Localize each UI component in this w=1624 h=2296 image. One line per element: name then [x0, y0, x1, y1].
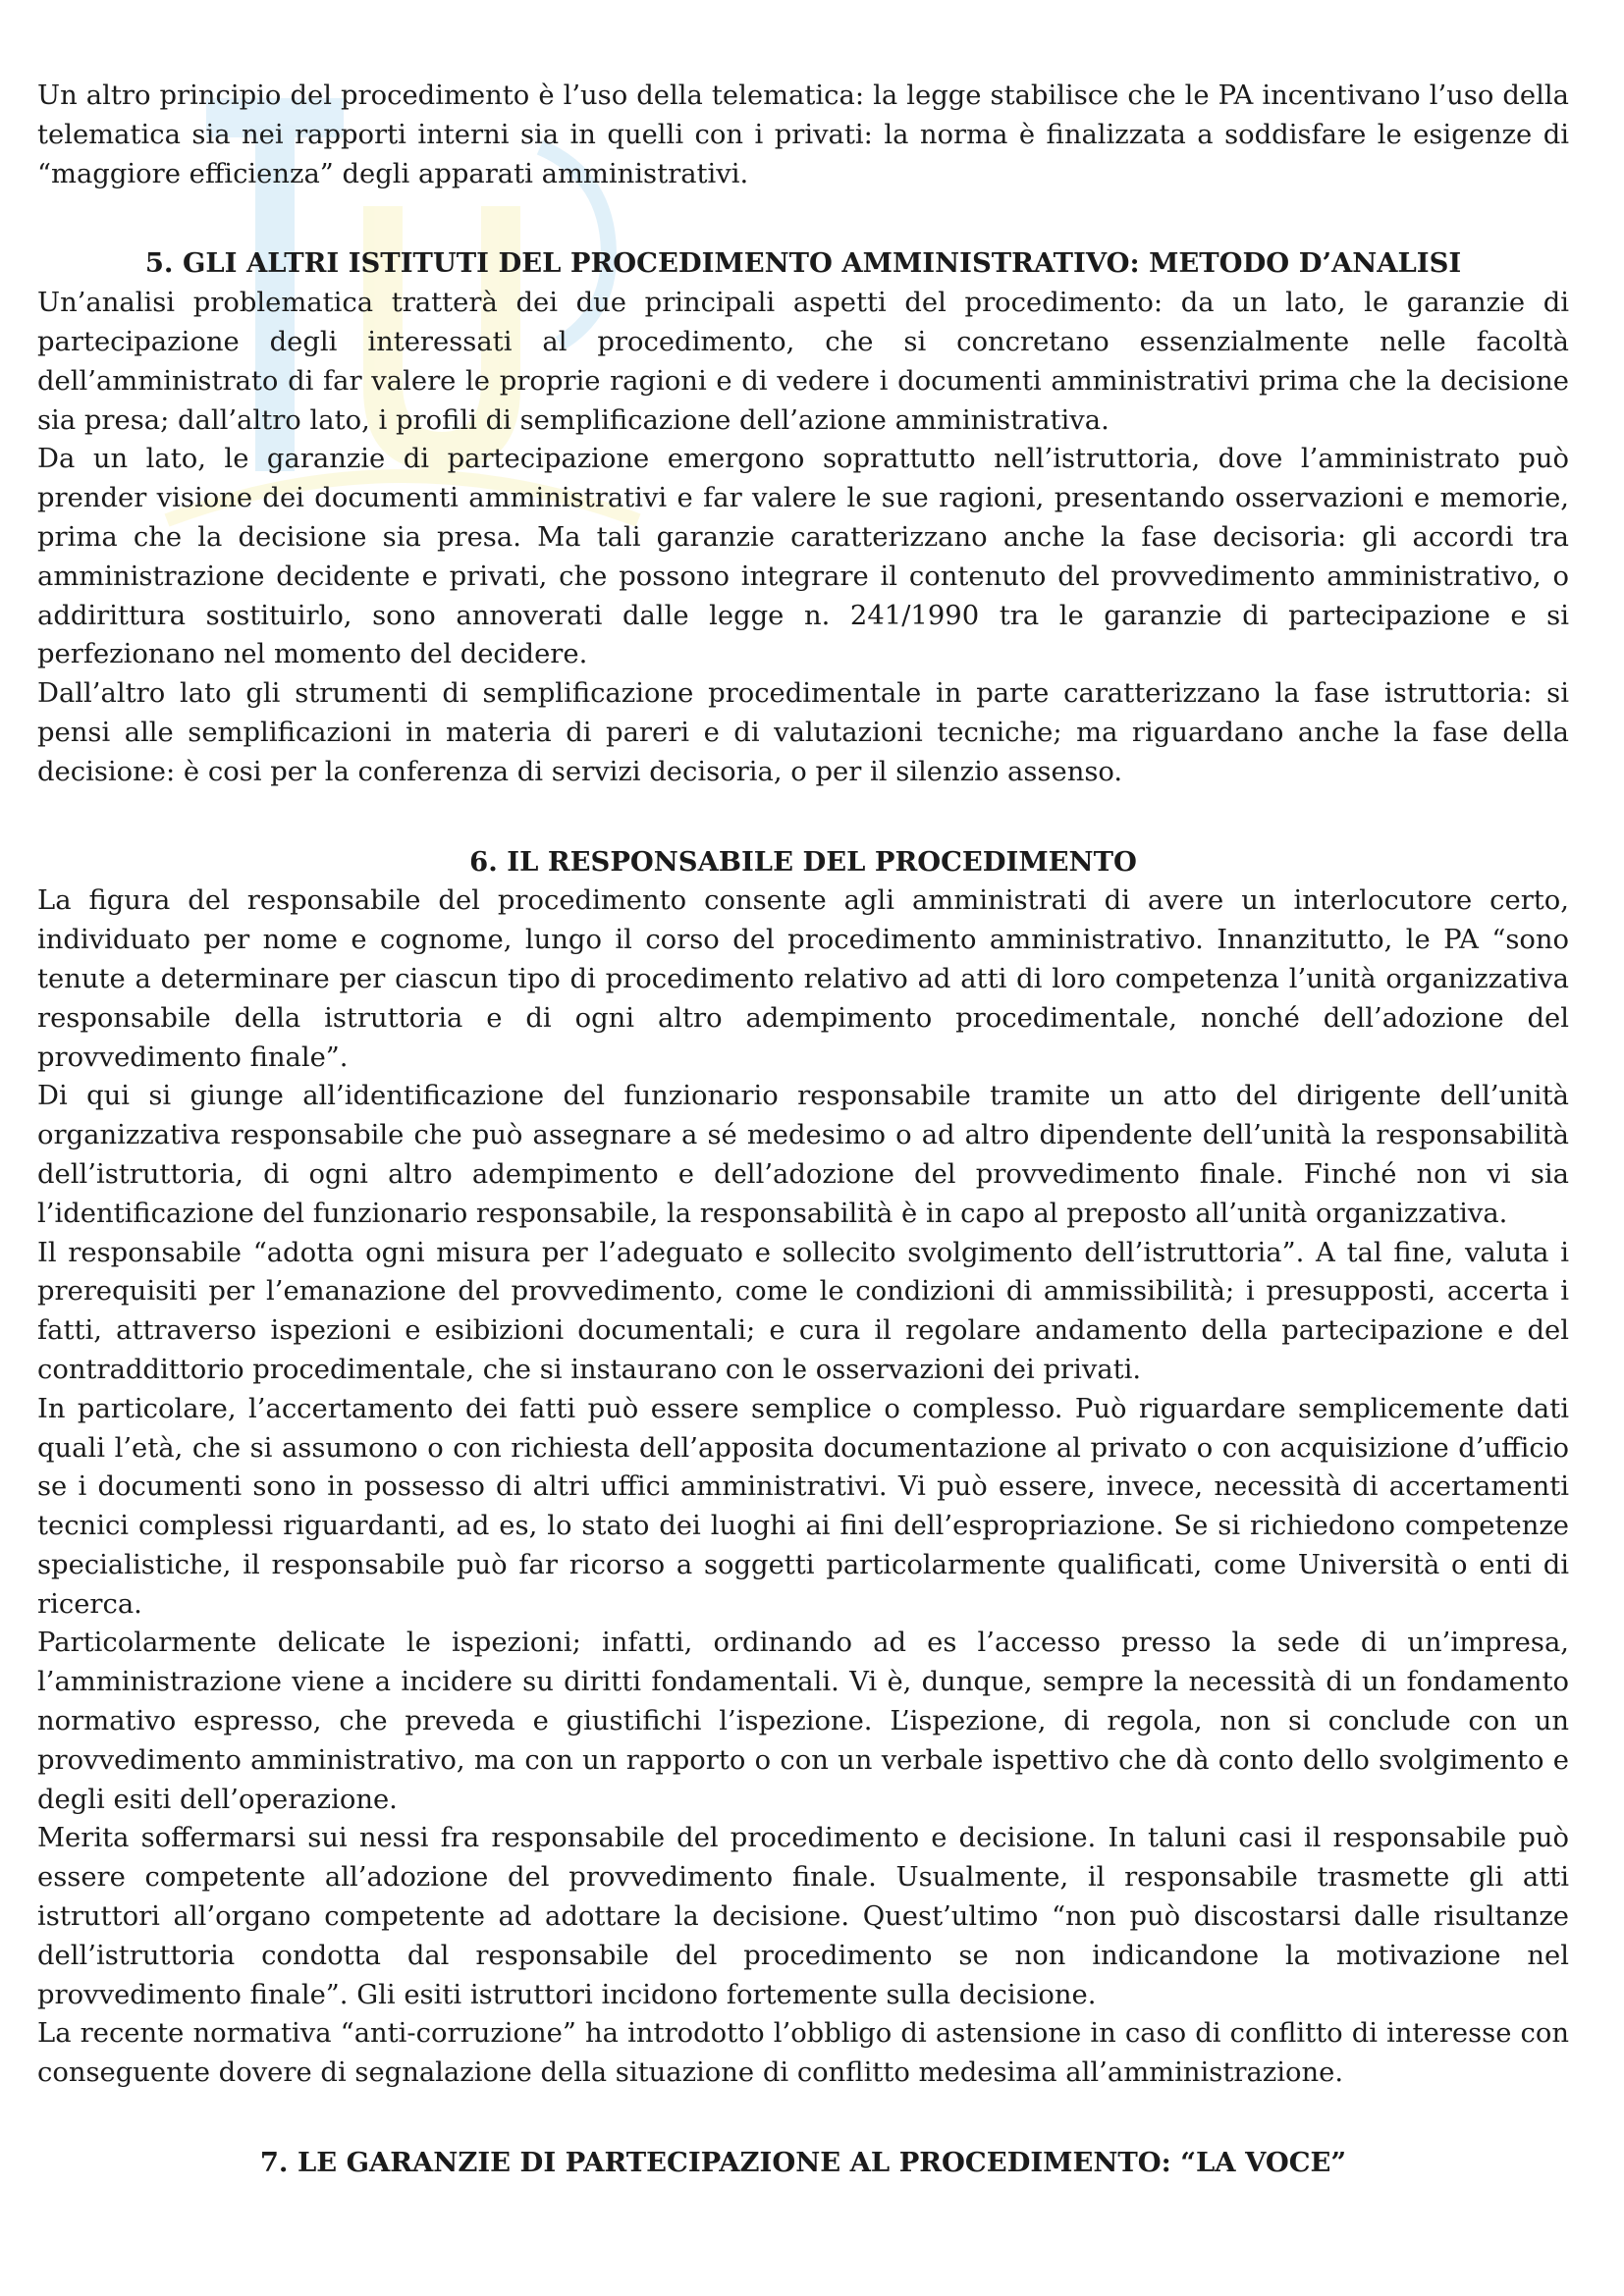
paragraph-accertamento: In particolare, l’accertamento dei fatti può essere semplice o complesso. Può riguardare semplicemente dati quali l’età, che si assumono o con richiesta dell’apposita documentazione al privato o con acquisizione d’ufficio se i documenti sono in possesso di altri uffici amministrativi. Vi può essere, invece, necessità di accertamenti tecnici complessi riguardanti, ad es, lo stato dei luoghi ai fini dell’espropriazione. Se si richiedono competenze specialistiche, il responsabile può far ricorso a soggetti particolarmente qualificati, come Università o enti di ricerca. — [37, 1393, 1569, 1620]
paragraph-ispezioni: Particolarmente delicate le ispezioni; infatti, ordinando ad es l’accesso presso la sede di un’impresa, l’amministrazione viene a incidere su diritti fondamentali. Vi è, dunque, sempre la necessità di un fondamento normativo espresso, che preveda e giustifichi l’ispezione. L’ispezione, di regola, non si conclude con un provvedimento amministrativo, ma con un rapporto o con un verbale ispettivo che dà conto dello svolgimento e degli esiti dell’operazione. — [37, 1628, 1569, 1815]
paragraph-anti-corruzione: La recente normativa “anti-corruzione” ha introdotto l’obbligo di astensione in caso di conflitto di interesse con conseguente dovere di segnalazione della situazione di conflitto medesima all’amministrazione. — [37, 2018, 1569, 2089]
section-6-heading: 6. IL RESPONSABILE DEL PROCEDIMENTO — [469, 845, 1137, 878]
paragraph-nessi-decisione: Merita soffermarsi sui nessi fra responsabile del procedimento e decisione. In taluni casi il responsabile può essere competente all’adozione del provvedimento finale. Usualmente, il responsabile trasmette gli atti istruttori all’organo competente ad adottare la decisione. Quest’ultimo “non può discostarsi dalle risultanze dell’istruttoria condotta dal responsabile del procedimento se non indicandone la motivazione nel provvedimento finale”. Gli esiti istruttori incidono fortemente sulla decisione. — [37, 1823, 1569, 2010]
paragraph-telematica: Un altro principio del procedimento è l’uso della telematica: la legge stabilisce che le PA incentivano l’uso della telematica sia nei rapporti interni sia in quelli con i privati: la norma è finalizzata a soddisfare le esigenze di “maggiore efficienza” degli apparati amministrativi. — [37, 80, 1569, 189]
paragraph-analisi: Un’analisi problematica tratterà dei due principali aspetti del procedimento: da un lato, le garanzie di partecipazione degli interessati al procedimento, che si concretano essenzialmente nelle facoltà dell’amministrato di far valere le proprie ragioni e di vedere i documenti amministrativi prima che la decisione sia presa; dall’altro lato, i profili di semplificazione dell’azione amministrativa. — [37, 288, 1569, 436]
paragraph-semplificazione: Dall’altro lato gli strumenti di semplificazione procedimentale in parte caratterizzano la fase istruttoria: si pensi alle semplificazioni in materia di pareri e di valutazioni tecniche; ma riguardano anche la fase della decisione: è cosi per la conferenza di servizi decisoria, o per il silenzio assenso. — [37, 678, 1569, 787]
paragraph-misure-responsabile: Il responsabile “adotta ogni misura per l’adeguato e sollecito svolgimento dell’istruttoria”. A tal fine, valuta i prerequisiti per l’emanazione del provvedimento, come le condizioni di ammissibilità; i presupposti, accerta i fatti, attraverso ispezioni e esibizioni documentali; e cura il regolare andamento della partecipazione e del contraddittorio procedimentale, che si instaurano con le osservazioni dei privati. — [37, 1237, 1569, 1385]
paragraph-garanzie: Da un lato, le garanzie di partecipazione emergono soprattutto nell’istruttoria, dove l’amministrato può prender visione dei documenti amministrativi e far valere le sue ragioni, presentando osservazioni e memorie, prima che la decisione sia presa. Ma tali garanzie caratterizzano anche la fase decisoria: gli accordi tra amministrazione decidente e privati, che possono integrare il contenuto del provvedimento amministrativo, o addirittura sostituirlo, sono annoverati dalle legge n. 241/1990 tra le garanzie di partecipazione e si perfezionano nel momento del decidere. — [37, 444, 1569, 670]
paragraph-identificazione: Di qui si giunge all’identificazione del funzionario responsabile tramite un atto del dirigente dell’unità organizzativa responsabile che può assegnare a sé medesimo o ad altro dipendente dell’unità la responsabilità dell’istruttoria, di ogni altro adempimento e dell’adozione del provvedimento finale. Finché non vi sia l’identificazione del funzionario responsabile, la responsabilità è in capo al preposto all’unità organizzativa. — [37, 1081, 1569, 1229]
document-page — [37, 77, 1569, 2183]
paragraph-figura-responsabile: La figura del responsabile del procedimento consente agli amministrati di avere un interlocutore certo, individuato per nome e cognome, lungo il corso del procedimento amministrativo. Innanzitutto, le PA “sono tenute a determinare per ciascun tipo di procedimento relativo ad atti di loro competenza l’unità organizzativa responsabile della istruttoria e di ogni altro adempimento procedimentale, nonché dell’adozione del provvedimento finale”. — [37, 885, 1569, 1073]
section-7-heading: 7. LE GARANZIE DI PARTECIPAZIONE AL PROCEDIMENTO: “LA VOCE” — [259, 2147, 1347, 2179]
section-5-heading: 5. GLI ALTRI ISTITUTI DEL PROCEDIMENTO AMMINISTRATIVO: METODO D’ANALISI — [144, 247, 1462, 280]
